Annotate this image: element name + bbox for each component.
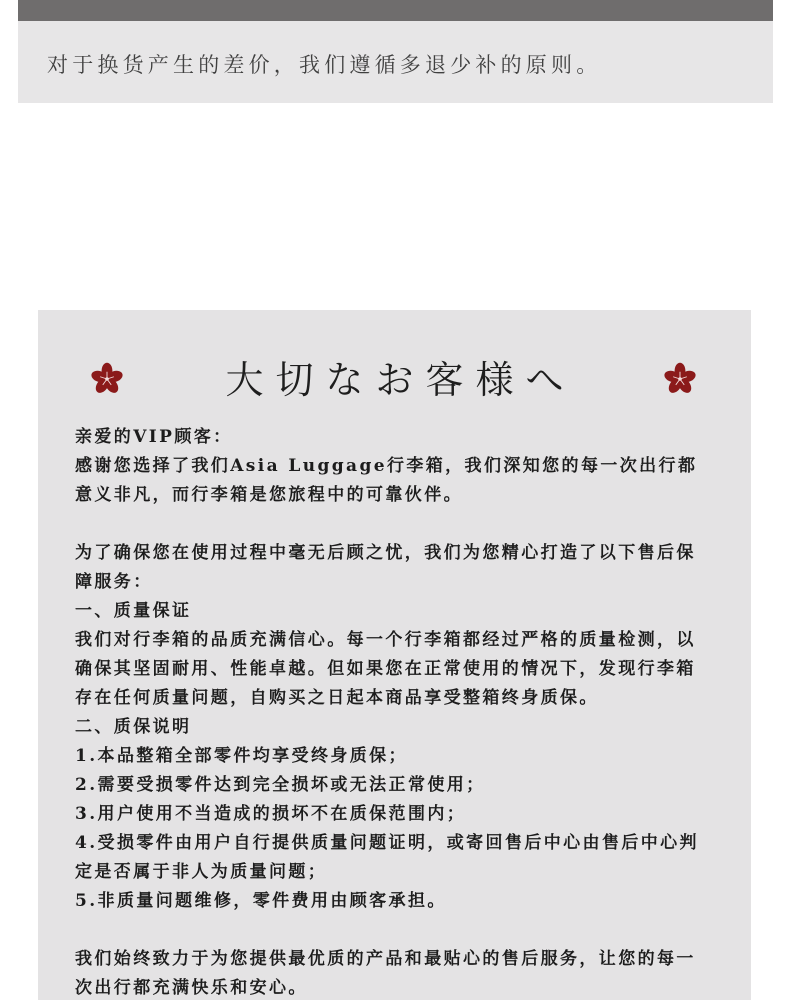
- header-bar: [18, 0, 773, 21]
- warranty-item: 4.受损零件由用户自行提供质量问题证明，或寄回售后中心由售后中心判定是否属于非人为质量问题；: [75, 833, 699, 882]
- cherry-blossom-icon: [662, 361, 698, 397]
- service-intro: 为了确保您在使用过程中毫无后顾之忧，我们为您精心打造了以下售后保障服务：: [75, 543, 696, 592]
- letter-body: [75, 423, 715, 1003]
- intro-paragraph: 感谢您选择了我们Asia Luggage行李箱，我们深知您的每一次出行都意义非凡，而行李箱是您旅程中的可靠伙伴。: [75, 456, 698, 505]
- paragraph-gap: [75, 916, 715, 945]
- section-text-quality: 我们对行李箱的品质充满信心。每一个行李箱都经过严格的质量检测，以确保其坚固耐用、性能卓越。但如果您在正常使用的情况下，发现行李箱存在任何质量问题，自购买之日起本商品享受整箱终身质保。: [75, 630, 696, 708]
- warranty-item: 5.非质量问题维修，零件费用由顾客承担。: [75, 891, 447, 911]
- card-title: 大切なお客様へ: [225, 358, 576, 402]
- price-difference-note: 对于换货产生的差价，我们遵循多退少补的原则。: [47, 53, 602, 77]
- section-heading-warranty: 二、质保说明: [75, 717, 192, 737]
- warranty-item: 1.本品整箱全部零件均享受终身质保；: [75, 746, 408, 766]
- section-heading-quality: 一、质量保证: [75, 601, 192, 621]
- closing-paragraph: 我们始终致力于为您提供最优质的产品和最贴心的售后服务，让您的每一次出行都充满快乐和安心。: [75, 949, 696, 998]
- vip-letter-card: [38, 310, 751, 1000]
- paragraph-gap: [75, 510, 715, 539]
- greeting: 亲爱的VIP顾客：: [75, 427, 233, 447]
- warranty-item: 3.用户使用不当造成的损坏不在质保范围内；: [75, 804, 467, 824]
- warranty-item: 2.需要受损零件达到完全损坏或无法正常使用；: [75, 775, 486, 795]
- card-title-row: [38, 350, 751, 410]
- header-panel: [18, 0, 773, 103]
